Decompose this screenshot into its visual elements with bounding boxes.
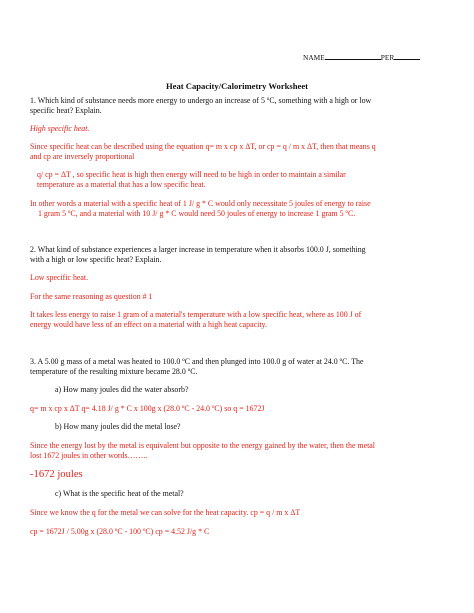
- question-3-explain-b-line-2: lost 1672 joules in other words……..: [30, 451, 148, 461]
- question-1-text: [30, 96, 444, 117]
- question-2-line-2: with a high or low specific heat? Explain.: [30, 255, 162, 265]
- question-2-line-1: 2. What kind of substance experiences a larger increase in temperature when it absorbs 100.0 J, something: [30, 245, 366, 254]
- question-3-answer-b: -1672 joules: [30, 469, 83, 480]
- question-1-reason: [30, 142, 444, 163]
- question-3-explain-b-line-1: Since the energy lost by the metal is equivalent but opposite to the energy gained by the water, then the metal: [30, 441, 375, 450]
- question-1-bullet-line-1: q/ cp = ΔT , so specific heat is high then energy will need to be high in order to maintain a similar: [37, 170, 346, 179]
- question-2-text: [30, 245, 444, 266]
- question-2-detail-line-1: It takes less energy to raise 1 gram of a material's temperature with a low specific heat, where as 100 J of: [30, 310, 362, 319]
- question-3-line-2: temperature of the resulting mixture became 28.0 ºC.: [30, 367, 198, 377]
- question-3-part-c: c) What is the specific heat of the metal?: [55, 489, 184, 498]
- question-3-calc-a: q= m x cp x ΔT q= 4.18 J/ g * C x 100g x (28.0 ºC - 24.0 ºC) so q = 1672J: [30, 404, 265, 413]
- question-3-part-b: b) How many joules did the metal lose?: [55, 422, 181, 431]
- question-1-bullet-line-2: temperature as a material that has a low specific heat.: [37, 180, 206, 190]
- question-1-line-2: specific heat? Explain.: [30, 106, 102, 116]
- question-3-explain-b: [30, 441, 444, 462]
- question-1-answer: High specific heat.: [30, 124, 90, 133]
- question-1-reason-line-2: and cp are inversely proportional: [30, 152, 135, 162]
- question-1-reason-line-1: Since specific heat can be described using the equation q= m x cp x ΔT, or cp = q / m x ΔT, then that means q: [30, 142, 376, 151]
- question-2-detail: [30, 310, 444, 331]
- name-period-header: [303, 52, 420, 62]
- question-2-detail-line-2: energy would have less of an effect on a material with a high heat capacity.: [30, 320, 267, 330]
- question-1-line-1: 1. Which kind of substance needs more energy to undergo an increase of 5 ºC, something with a high or low: [30, 96, 372, 105]
- question-3-calc-c: cp = 1672J / 5.00g x (28.0 ºC - 100 ºC) cp = 4.52 J/g * C: [30, 527, 210, 536]
- question-3-text: [30, 357, 444, 378]
- question-2-answer: Low specific heat.: [30, 273, 89, 282]
- question-1-other-words: [30, 199, 444, 220]
- question-1-words-line-2: 1 gram 5 ºC, and a material with 10 J/ g * C would need 50 joules of energy to increase 1 gram 5 ºC.: [38, 209, 356, 219]
- question-1-words-line-1: In other words a material with a specific heat of 1 J/ g * C would only necessitate 5 joules of energy to raise: [30, 199, 371, 208]
- question-1-bullet: [37, 170, 437, 191]
- name-label: NAME: [303, 53, 325, 62]
- period-label: PER: [380, 53, 395, 62]
- question-2-reason: For the same reasoning as question # 1: [30, 292, 153, 301]
- question-3-line-1: 3. A 5.00 g mass of a metal was heated to 100.0 ºC and then plunged into 100.0 g of water at 24.0 ºC. The: [30, 357, 364, 366]
- question-3-explain-c: Since we know the q for the metal we can solve for the heat capacity. cp = q / m x ΔT: [30, 508, 301, 517]
- page-title: Heat Capacity/Calorimetry Worksheet: [165, 81, 309, 91]
- period-blank: [394, 52, 420, 60]
- question-3-part-a: a) How many joules did the water absorb?: [55, 385, 189, 394]
- name-blank: [325, 52, 381, 60]
